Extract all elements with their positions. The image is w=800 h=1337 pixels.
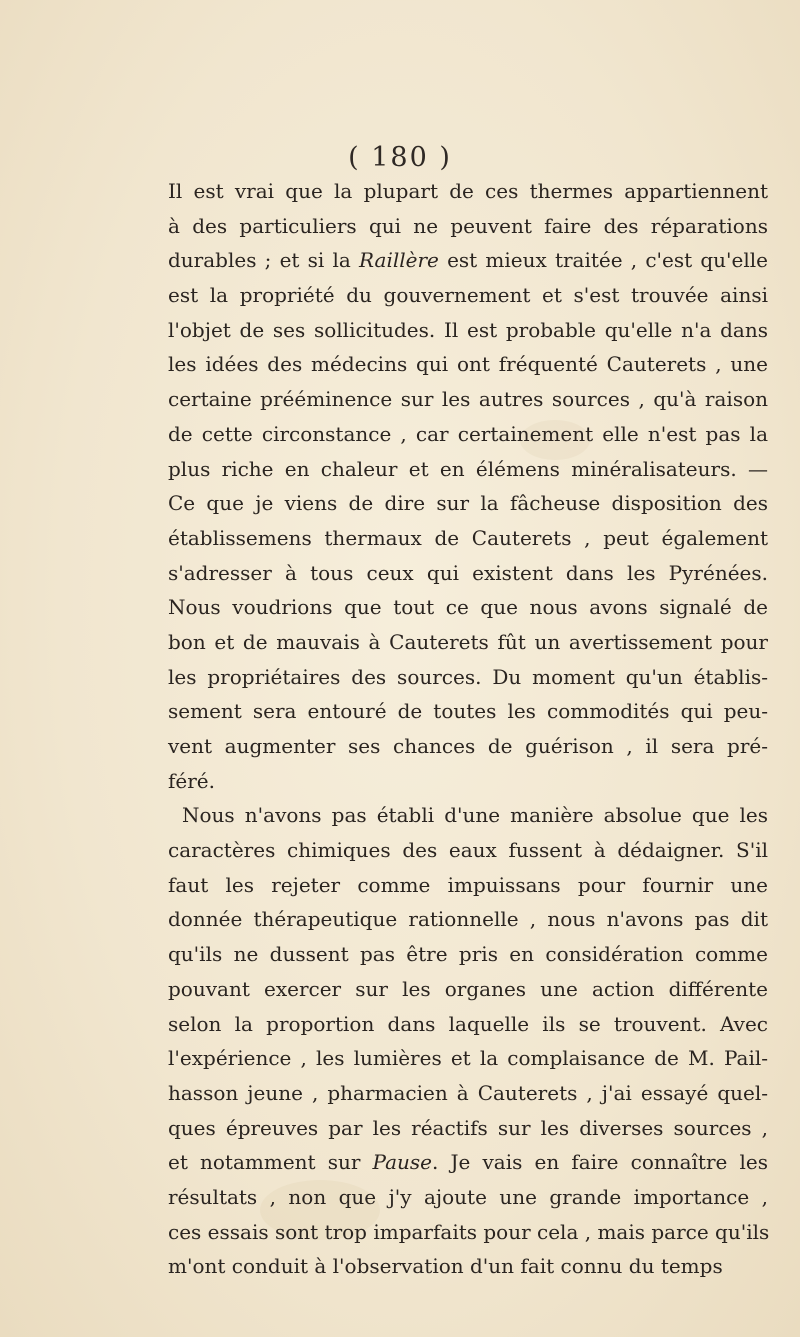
text-line: est la propriété du gouvernement et s'est trouvée ainsi <box>168 283 768 308</box>
text-line: les idées des médecins qui ont fréquenté Cauterets , une <box>168 352 768 377</box>
text-line: de cette circonstance , car certainement elle n'est pas la <box>168 421 768 446</box>
text-line: qu'ils ne dussent pas être pris en considération comme <box>168 942 768 967</box>
text-line: Il est vrai que la plupart de ces thermes appartiennent <box>168 179 768 203</box>
text-line: ques épreuves par les réactifs sur les diverses sources , <box>168 1115 768 1140</box>
text-line: Nous voudrions que tout ce que nous avons signalé de <box>168 595 768 620</box>
text-line: Ce que je viens de dire sur la fâcheuse disposition des <box>168 491 768 516</box>
text-line: l'expérience , les lumières et la complaisance de M. Pail- <box>168 1046 768 1071</box>
text-line: et notamment sur Pause. Je vais en faire connaître les <box>168 1150 769 1175</box>
text-line: faut les rejeter comme impuissans pour fournir une <box>168 872 768 897</box>
text-line: selon la proportion dans laquelle ils se trouvent. Avec <box>168 1011 768 1036</box>
text-line: hasson jeune , pharmacien à Cauterets , j'ai essayé quel- <box>168 1080 768 1105</box>
text-line: caractères chimiques des eaux fussent à dédaigner. S'il <box>168 838 768 863</box>
text-line: les propriétaires des sources. Du moment qu'un établis- <box>168 664 768 689</box>
body-text <box>168 174 768 1284</box>
text-line: s'adresser à tous ceux qui existent dans les Pyrénées. <box>168 560 768 585</box>
text-line: plus riche en chaleur et en élémens minéralisateurs. — <box>168 456 768 481</box>
text-line: l'objet de ses sollicitudes. Il est probable qu'elle n'a dans <box>168 317 768 342</box>
text-line: pouvant exercer sur les organes une action différente <box>168 976 768 1001</box>
text-line: Nous n'avons pas établi d'une manière absolue que les <box>182 803 768 828</box>
text-line: m'ont conduit à l'observation d'un fait connu du temps <box>168 1254 723 1279</box>
text-line: résultats , non que j'y ajoute une grande importance , <box>168 1184 768 1209</box>
page-number: ( 180 ) <box>348 142 452 173</box>
text-line: sement sera entouré de toutes les commodités qui peu- <box>168 699 768 724</box>
text-line: féré. <box>168 768 215 793</box>
text-line: établissemens thermaux de Cauterets , peut également <box>168 525 768 550</box>
italic-name: Raillère <box>359 248 439 273</box>
text-line: bon et de mauvais à Cauterets fût un avertissement pour <box>168 629 768 654</box>
text-line: donnée thérapeutique rationnelle , nous n'avons pas dit <box>168 907 768 932</box>
text-line: à des particuliers qui ne peuvent faire des réparations <box>168 213 768 238</box>
text-line: certaine prééminence sur les autres sources , qu'à raison <box>168 387 768 412</box>
text-line: durables ; et si la Raillère est mieux traitée , c'est qu'elle <box>168 248 768 273</box>
text-line: vent augmenter ses chances de guérison , il sera pré- <box>168 734 768 758</box>
text-line: ces essais sont trop imparfaits pour cela , mais parce qu'ils <box>168 1219 770 1244</box>
italic-name: Pause <box>372 1150 433 1175</box>
